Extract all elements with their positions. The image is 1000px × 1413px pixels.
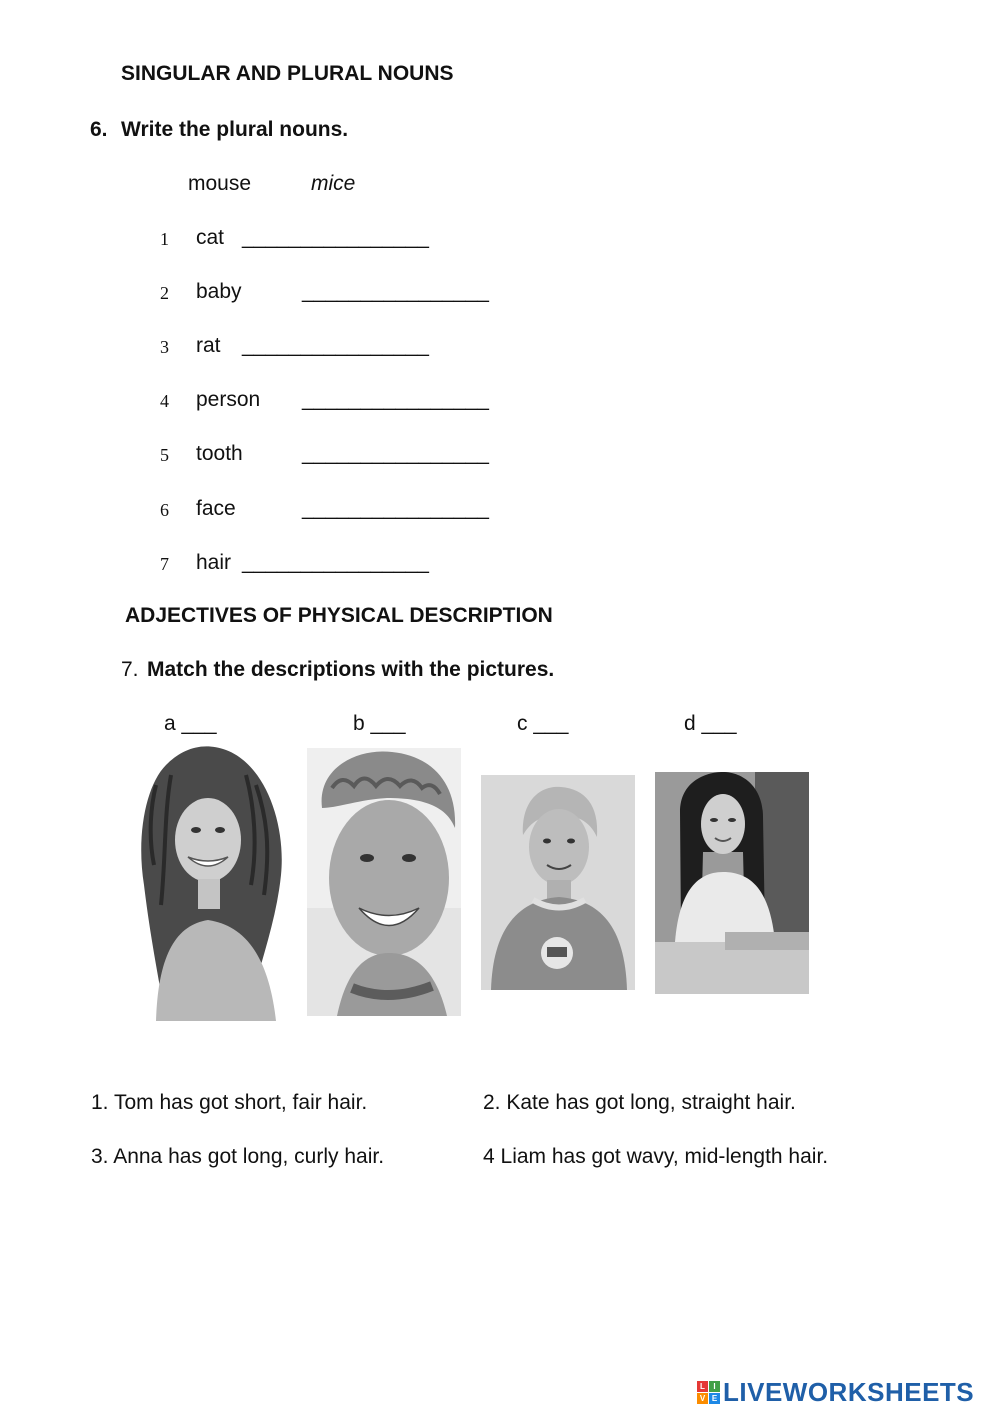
item-word: face — [196, 497, 236, 520]
exercise-6-number: 6. — [90, 118, 108, 141]
match-label-d[interactable]: d ___ — [684, 712, 737, 735]
item-word: rat — [196, 334, 221, 357]
answer-blank-6[interactable]: ________________ — [302, 497, 489, 520]
description-2: 2. Kate has got long, straight hair. — [483, 1091, 796, 1114]
description-1: 1. Tom has got short, fair hair. — [91, 1091, 368, 1114]
match-label-c[interactable]: c ___ — [517, 712, 569, 735]
section-title-adjectives: ADJECTIVES OF PHYSICAL DESCRIPTION — [125, 604, 553, 627]
photo-a-curly-hair-girl — [136, 745, 287, 1021]
item-number: 4 — [160, 391, 169, 411]
item-number: 5 — [160, 445, 169, 465]
answer-blank-3[interactable]: ________________ — [242, 334, 429, 357]
liveworksheets-logo-icon — [697, 1381, 720, 1404]
photo-b-wavy-hair-boy — [307, 748, 461, 1016]
logo-text: LIVEWORKSHEETS — [723, 1377, 975, 1407]
exercise-7-instruction: Match the descriptions with the pictures. — [147, 658, 555, 681]
exercise-6-instruction: Write the plural nouns. — [121, 118, 349, 141]
item-number: 6 — [160, 500, 169, 520]
answer-blank-4[interactable]: ________________ — [302, 388, 489, 411]
description-4: 4 Liam has got wavy, mid-length hair. — [483, 1145, 829, 1168]
item-number: 7 — [160, 554, 169, 574]
item-word: person — [196, 388, 261, 411]
logo-letter: L — [697, 1381, 708, 1392]
logo-letter: E — [709, 1393, 720, 1404]
item-word: tooth — [196, 442, 243, 465]
item-number: 3 — [160, 337, 169, 357]
item-word: hair — [196, 551, 232, 574]
item-word: cat — [196, 226, 225, 249]
example-answer: mice — [311, 172, 356, 195]
answer-blank-5[interactable]: ________________ — [302, 442, 489, 465]
match-label-a[interactable]: a ___ — [164, 712, 217, 735]
answer-blank-2[interactable]: ________________ — [302, 280, 489, 303]
exercise-7-number: 7. — [121, 658, 139, 681]
example-word: mouse — [188, 172, 252, 195]
match-label-b[interactable]: b ___ — [353, 712, 406, 735]
item-number: 2 — [160, 283, 169, 303]
description-3: 3. Anna has got long, curly hair. — [91, 1145, 385, 1168]
answer-blank-7[interactable]: ________________ — [242, 551, 429, 574]
logo-letter: I — [709, 1381, 720, 1392]
item-word: baby — [196, 280, 242, 303]
liveworksheets-logo — [697, 1377, 974, 1408]
item-number: 1 — [160, 229, 169, 249]
photo-d-long-straight-hair-girl — [655, 772, 809, 994]
answer-blank-1[interactable]: ________________ — [242, 226, 429, 249]
photo-c-short-fair-hair-boy — [481, 775, 635, 990]
logo-letter: V — [697, 1393, 708, 1404]
section-title-nouns: SINGULAR AND PLURAL NOUNS — [121, 62, 454, 85]
